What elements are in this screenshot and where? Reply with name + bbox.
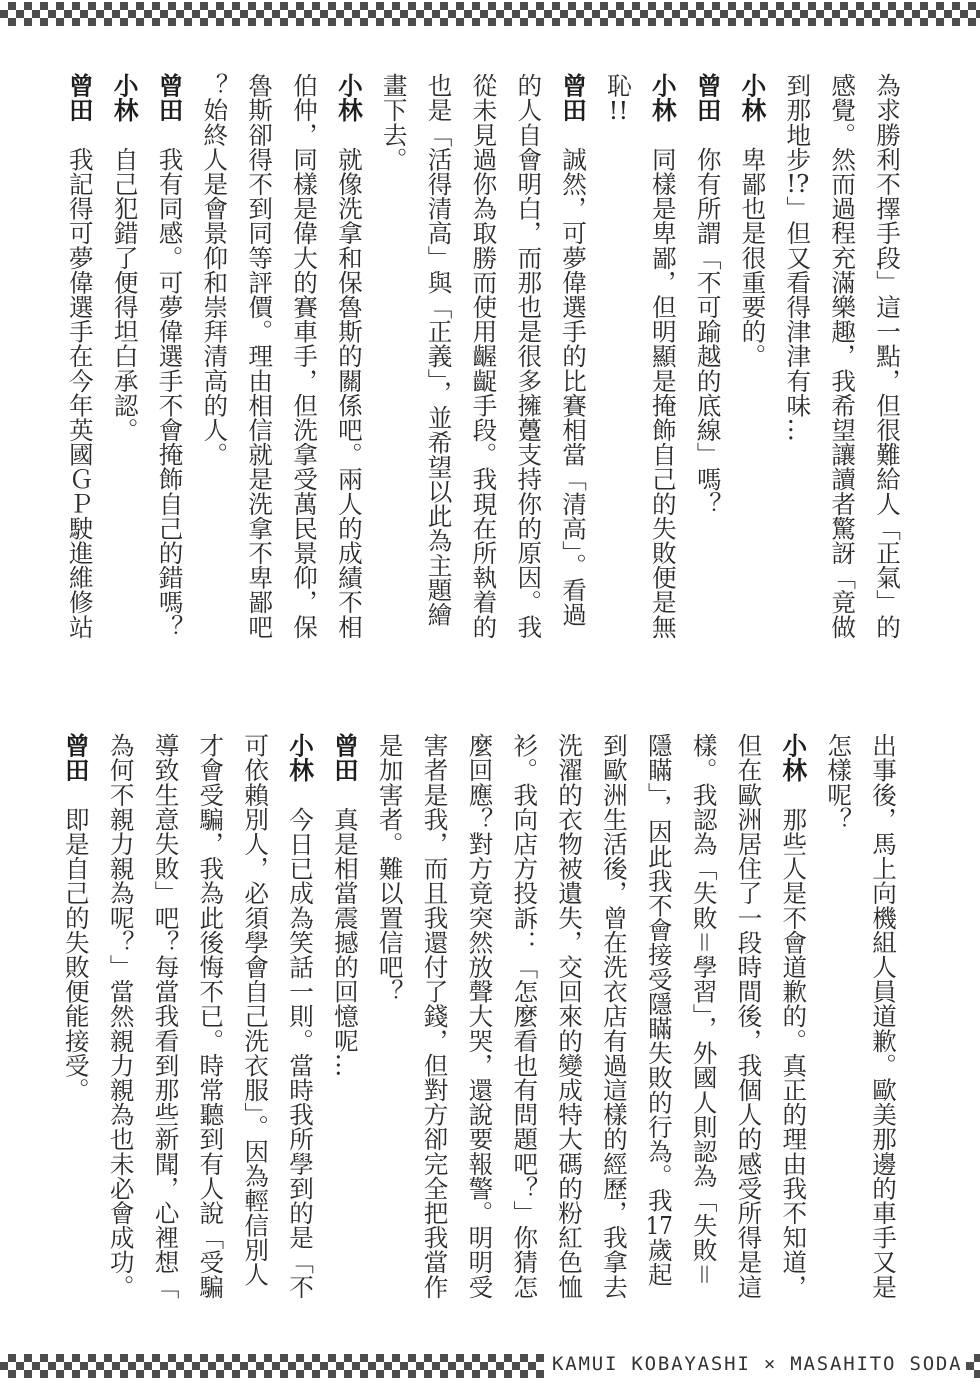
text-column (102, 73, 147, 639)
text-column (53, 733, 98, 1299)
speaker-label: 小林 (648, 73, 678, 123)
dialogue-text: 害者是我，而且我還付了錢，但對方卻完全把我當作 (420, 733, 450, 1299)
dialogue-text: 卑鄙也是很重要的。 (738, 146, 768, 369)
dialogue-text: 即是自己的失敗便能接受。 (61, 806, 91, 1102)
text-column (730, 73, 775, 639)
footer-title: KAMUI KOBAYASHI × MASAHITO SODA (552, 1353, 963, 1375)
dialogue-text: 的人自會明白，而那也是很多擁躉支持你的原因。我 (514, 73, 544, 639)
dialogue-text: 洗濯的衣物被遺失，交回來的變成特大碼的粉紅色恤 (555, 733, 585, 1299)
speaker-label: 曾田 (559, 73, 589, 123)
speaker-label: 小林 (110, 73, 140, 123)
speaker-label: 曾田 (65, 73, 95, 123)
checkered-border-footer-right (966, 1354, 980, 1378)
speaker-label: 曾田 (330, 733, 360, 783)
text-column (591, 733, 636, 1299)
speaker-label: 小林 (334, 73, 364, 123)
text-column (595, 73, 640, 639)
dialogue-text: 自己犯錯了便得坦白承認。 (110, 146, 140, 442)
dialogue-text: 出事後，馬上向機組人員道歉。歐美那邊的車手又是 (869, 733, 898, 1299)
dialogue-text: 真是相當震撼的回憶呢… (330, 806, 360, 1078)
speaker-label: 曾田 (693, 73, 723, 123)
text-column (57, 73, 102, 639)
dialogue-text: 畫下去。 (379, 73, 409, 172)
dialogue-text: 伯仲，同樣是偉大的賽車手，但洗拿受萬民景仰，保 (290, 73, 320, 639)
dialogue-text: 今日已成為笑話一則。當時我所學到的是「不 (286, 806, 316, 1299)
text-column (685, 73, 730, 639)
text-column (819, 73, 864, 639)
dialogue-text: 就像洗拿和保魯斯的關係吧。兩人的成績不相 (334, 146, 364, 639)
speaker-label: 曾田 (155, 73, 185, 123)
text-column (681, 733, 726, 1299)
dialogue-text: ？始終人是會景仰和崇拜清高的人。 (200, 73, 230, 467)
dialogue-text: 衫。我向店方投訴：「怎麼看也有問題吧？」你猜怎 (510, 733, 540, 1299)
speaker-label: 小林 (286, 733, 316, 783)
text-column (232, 733, 277, 1299)
text-column (640, 73, 685, 639)
dialogue-text: 魯斯卻得不到同等評價。理由相信就是洗拿不卑鄙吧 (245, 73, 275, 639)
text-column (371, 73, 416, 639)
dialogue-text: 可依賴別人，必須學會自己洗衣服」。因為輕信別人 (241, 733, 271, 1287)
dialogue-text: 也是「活得清高」與「正義」，並希望以此為主題繪 (424, 73, 454, 627)
dialogue-text: 到歐洲生活後，曾在洗衣店有過這樣的經歷，我拿去 (599, 733, 629, 1299)
text-column (505, 73, 550, 639)
text-column (322, 733, 367, 1299)
dialogue-text: 從未見過你為取勝而使用齷齪手段。我現在所執着的 (469, 73, 499, 639)
text-column (277, 733, 322, 1299)
dialogue-text: 我記得可夢偉選手在今年英國ＧＰ駛進維修站 (65, 146, 95, 639)
text-column (864, 73, 909, 639)
dialogue-text: 樣。我認為「失敗＝學習」，外國人則認為「失敗＝ (689, 733, 719, 1287)
dialogue-text: 誠然，可夢偉選手的比賽相當「清高」。看過 (559, 146, 589, 627)
dialogue-text: 但在歐洲居住了一段時間後，我個人的感受所得是這 (734, 733, 764, 1299)
text-column (636, 733, 681, 1299)
text-column (774, 73, 819, 639)
text-column (147, 73, 192, 639)
text-column (501, 733, 546, 1299)
dialogue-text: 為何不親力親為呢？」當然親力親為也未必會成功。 (106, 733, 136, 1299)
checkered-border-footer-left (0, 1354, 544, 1378)
text-column (860, 733, 905, 1299)
text-column (726, 733, 771, 1299)
dialogue-text: 到那地步!?」但又看得津津有味… (783, 73, 813, 442)
dialogue-text: 隱瞞」，因此我不會接受隱瞞失敗的行為。我17歲起 (644, 733, 674, 1287)
text-column (770, 733, 815, 1299)
text-column (550, 73, 595, 639)
text-column (461, 73, 506, 639)
text-column (188, 733, 233, 1299)
text-column (416, 73, 461, 639)
text-column (457, 733, 502, 1299)
dialogue-text: 那些人是不會道歉的。真正的理由我不知道， (779, 806, 809, 1299)
tate-chu-yoko: 17 (645, 1212, 673, 1238)
interview-text-upper (57, 73, 909, 639)
text-column (143, 733, 188, 1299)
text-column (326, 73, 371, 639)
dialogue-text: 感覺。然而過程充滿樂趣，我希望讓讀者驚訝「竟做 (828, 73, 858, 639)
dialogue-text: 是加害者。難以置信吧？ (375, 733, 405, 1004)
dialogue-text: 我有同感。可夢偉選手不會掩飾自己的錯嗎？ (155, 146, 185, 639)
tate-chu-yoko: !? (786, 171, 810, 196)
speaker-label: 小林 (779, 733, 809, 783)
text-column (546, 733, 591, 1299)
checkered-border-top (0, 2, 980, 26)
text-column (367, 733, 412, 1299)
dialogue-text: 為求勝利不擇手段」這一點，但很難給人「正氣」的 (873, 73, 902, 639)
dialogue-text: 怎樣呢？ (824, 733, 854, 832)
speaker-label: 曾田 (61, 733, 91, 783)
dialogue-text: 同樣是卑鄙，但明顯是掩飾自己的失敗便是無 (648, 146, 678, 639)
text-column (98, 733, 143, 1299)
dialogue-text: 麼回應？對方竟突然放聲大哭，還說要報警。明明受 (465, 733, 495, 1299)
text-column (236, 73, 281, 639)
text-column (281, 73, 326, 639)
interview-text-lower (53, 733, 905, 1299)
text-column (412, 733, 457, 1299)
speaker-label: 小林 (738, 73, 768, 123)
dialogue-text: 恥!! (603, 73, 633, 123)
dialogue-text: 導致生意失敗」吧？每當我看到那些新聞，心裡想「 (151, 733, 181, 1299)
text-column (815, 733, 860, 1299)
tate-chu-yoko: !! (608, 97, 629, 123)
dialogue-text: 才會受騙，我為此後悔不已。時常聽到有人說「受騙 (196, 733, 226, 1299)
dialogue-text: 你有所謂「不可踰越的底線」嗎？ (693, 146, 723, 516)
text-column (192, 73, 237, 639)
